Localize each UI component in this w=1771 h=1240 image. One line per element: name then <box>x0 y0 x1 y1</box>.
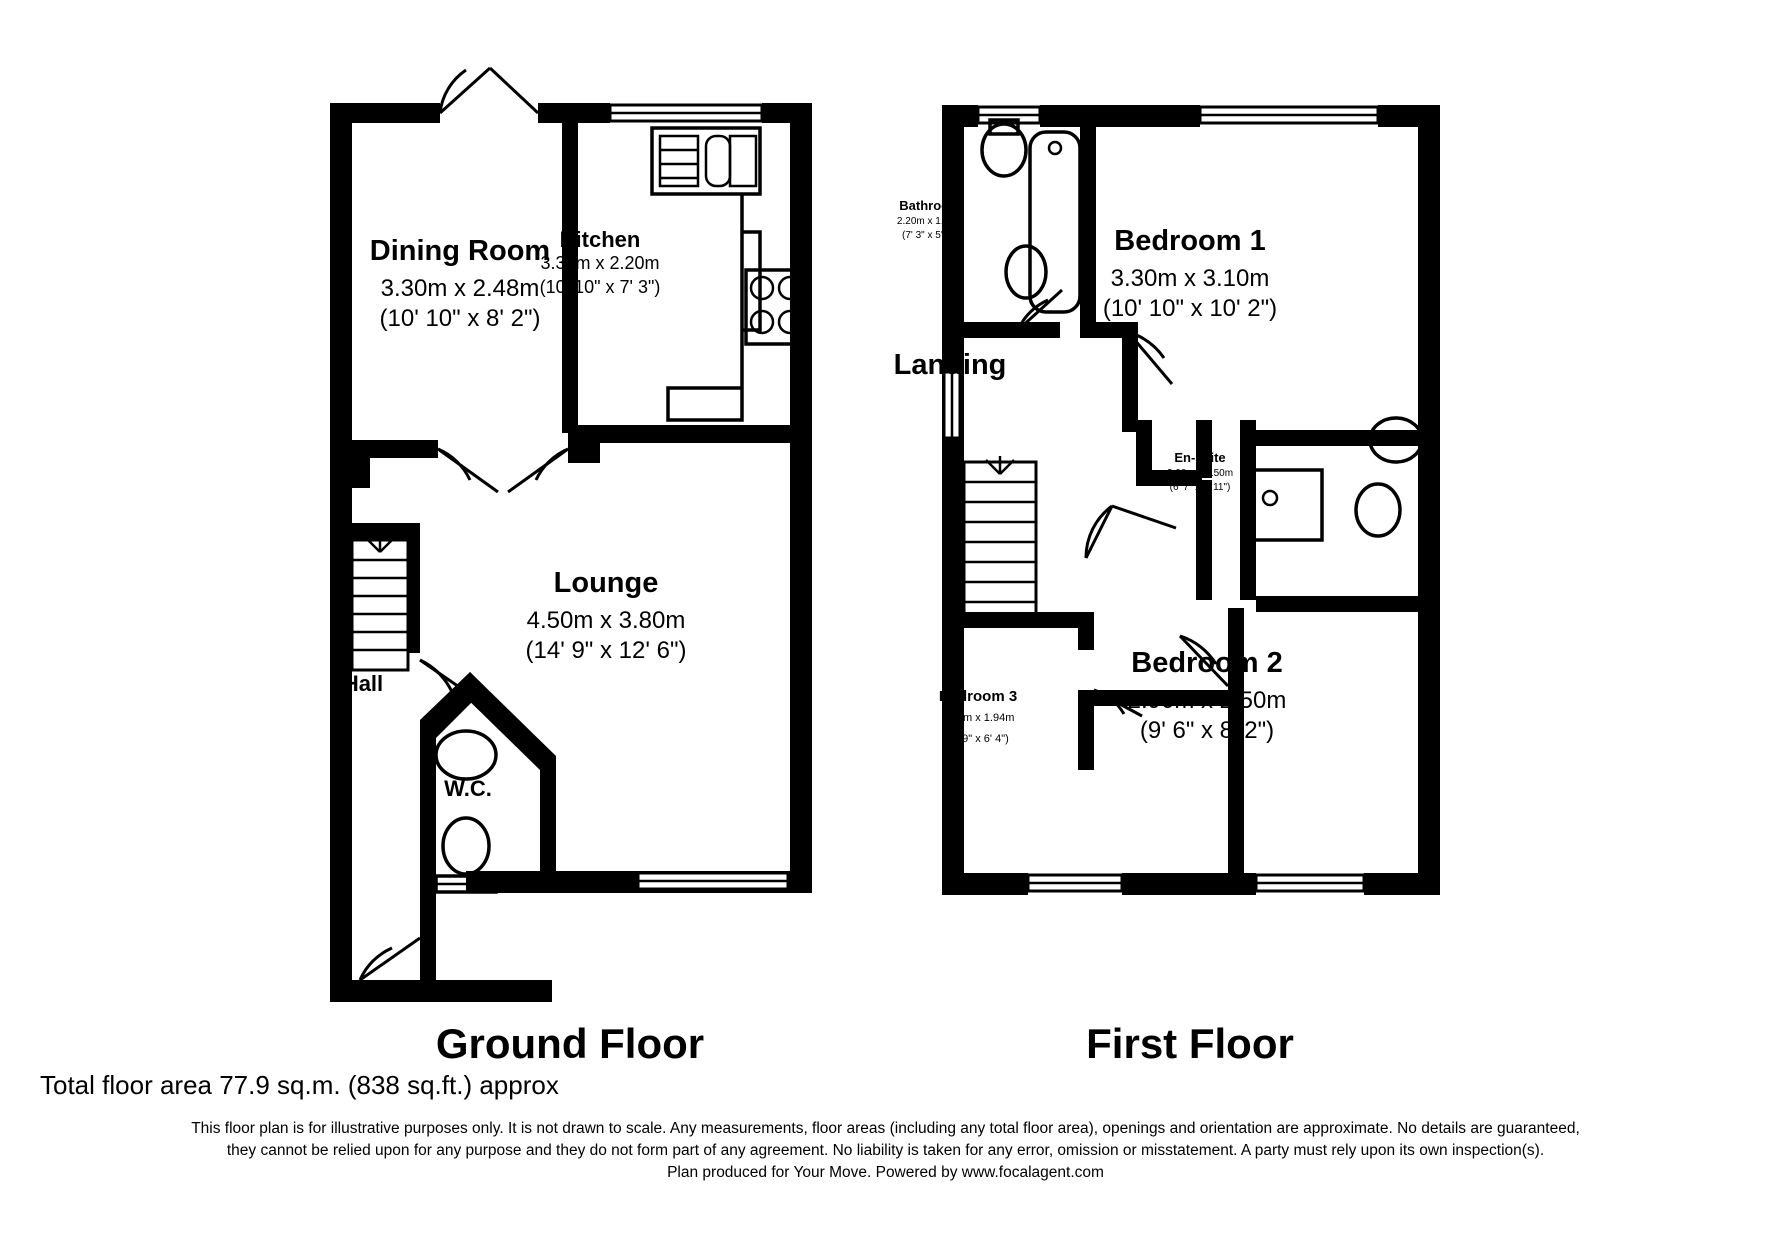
disclaimer-line-3: Plan produced for Your Move. Powered by www.focalagent.com <box>667 1164 1104 1181</box>
window-bedroom1-top <box>1200 107 1378 123</box>
ground-floor-plan <box>330 68 812 1002</box>
room-label-bedroom-1: Bedroom 1 <box>1114 225 1266 257</box>
room-dim-dining-room-imperial: (10' 10" x 8' 2") <box>379 305 541 332</box>
disclaimer <box>0 1118 1771 1184</box>
room-dim-kitchen-imperial: (10' 10" x 7' 3") <box>539 277 661 297</box>
room-dim-lounge-metric: 4.50m x 3.80m <box>526 607 686 634</box>
room-label-hall: Hall <box>342 671 384 696</box>
floor-title-ground: Ground Floor <box>435 1020 705 1067</box>
room-dim-bathroom-metric: 2.20m x 1.60m <box>896 216 964 227</box>
room-label-en-suite: En-suite <box>1174 450 1226 465</box>
door-en-suite <box>1086 506 1176 558</box>
window-kitchen-top <box>610 105 762 121</box>
disclaimer-line-1: This floor plan is for illustrative purposes only. It is not drawn to scale. Any measurements, floor areas (including any total floor area), openings and orientation are approximate. No details are guaranteed, <box>191 1120 1580 1137</box>
room-dim-bedroom-3-imperial: (7' 9" x 6' 4") <box>947 733 1009 745</box>
door-front <box>440 68 538 113</box>
window-bedroom2-bottom <box>1256 875 1364 891</box>
window-lounge-bottom <box>638 873 788 889</box>
room-dim-en-suite-imperial: (6' 7" x 4' 11") <box>1169 482 1231 493</box>
room-label-dining-room: Dining Room <box>369 235 551 267</box>
wc-fixtures <box>436 731 496 892</box>
room-dim-kitchen-metric: 3.30m x 2.20m <box>540 253 660 273</box>
room-dim-bedroom-2-imperial: (9' 6" x 8' 2") <box>1139 717 1275 744</box>
room-dim-bedroom-3-metric: 2.36m x 1.94m <box>941 712 1015 724</box>
window-bedroom3-bottom <box>1028 875 1122 891</box>
room-dim-bedroom-1-metric: 3.30m x 3.10m <box>1110 265 1270 292</box>
room-dim-bathroom-imperial: (7' 3" x 5' 3") <box>902 230 958 241</box>
wc-walls <box>420 672 556 982</box>
room-label-wc: W.C. <box>444 776 492 801</box>
room-label-bathroom: Bathroom <box>899 198 961 213</box>
floor-title-first: First Floor <box>1086 1020 1294 1067</box>
room-label-lounge: Lounge <box>553 567 659 599</box>
room-dim-en-suite-metric: 2.00m x 1.50m <box>1166 468 1234 479</box>
stairs-first <box>964 456 1036 622</box>
total-floor-area: Total floor area 77.9 sq.m. (838 sq.ft.) approx <box>40 1070 559 1100</box>
stairs-ground <box>352 534 408 670</box>
door-dining-lounge <box>438 449 568 492</box>
room-label-kitchen: Kitchen <box>559 227 641 252</box>
room-dim-dining-room-metric: 3.30m x 2.48m <box>380 275 540 302</box>
door-wc <box>360 938 420 980</box>
disclaimer-line-2: they cannot be relied upon for any purpose and they do not form part of any agreement. No liability is taken for any error, omission or misstatement. A party must rely upon its own inspection(s). <box>226 1142 1545 1159</box>
room-label-landing: Landing <box>893 349 1007 381</box>
room-label-bedroom-3: Bedroom 3 <box>938 688 1018 705</box>
room-dim-bedroom-1-imperial: (10' 10" x 10' 2") <box>1102 295 1278 322</box>
room-dim-lounge-imperial: (14' 9" x 12' 6") <box>525 637 687 664</box>
room-dim-bedroom-2-metric: 2.90m x 2.50m <box>1127 687 1287 714</box>
room-label-bedroom-2: Bedroom 2 <box>1131 647 1283 679</box>
